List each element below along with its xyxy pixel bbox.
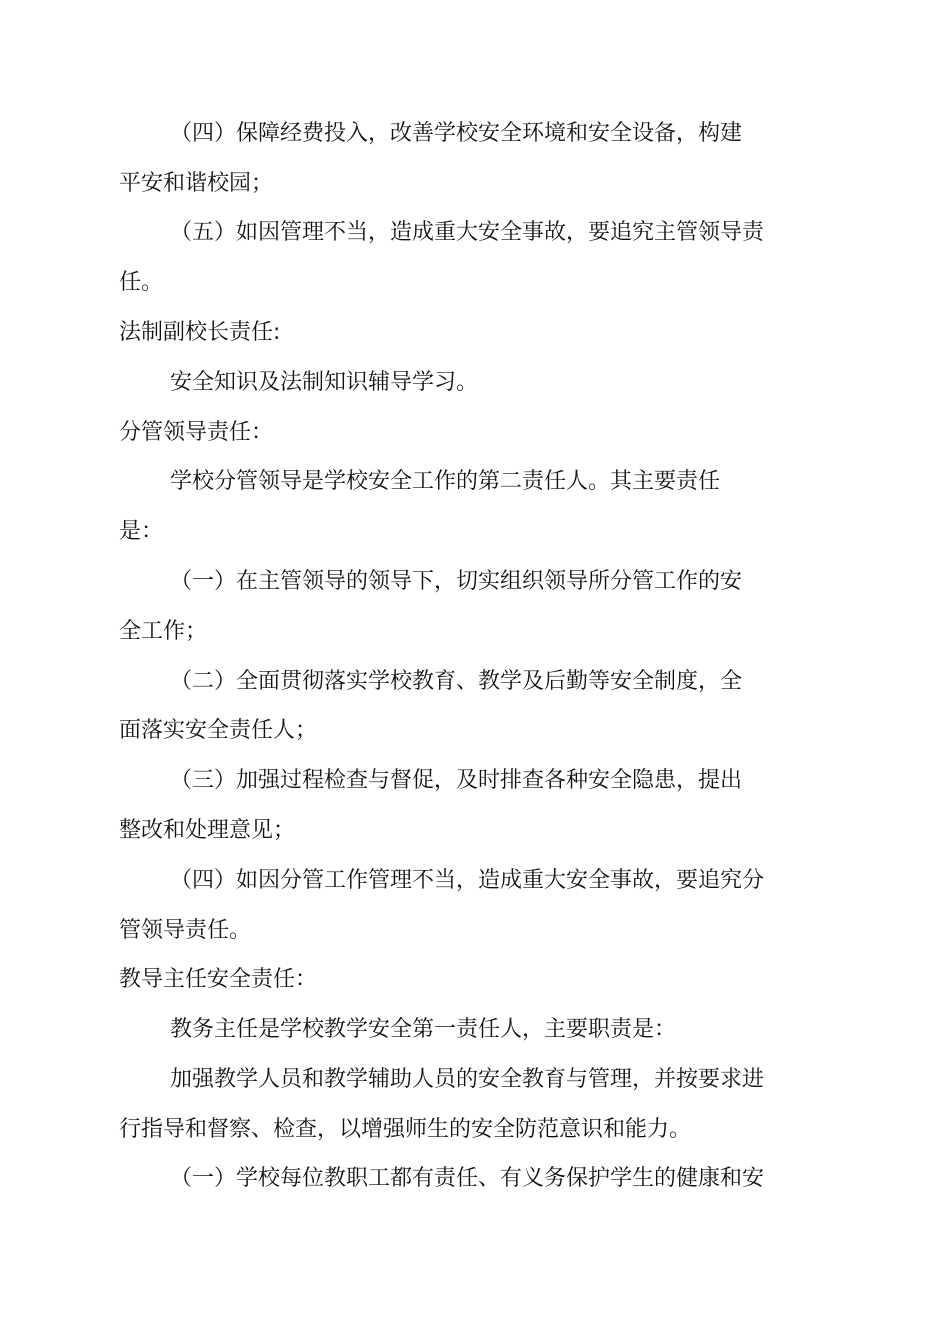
text-line: （四）保障经费投入，改善学校安全环境和安全设备，构建 — [170, 121, 743, 146]
text-line: 任。 — [119, 270, 164, 295]
text-line: （一）学校每位教职工都有责任、有义务保护学生的健康和安 — [170, 1166, 765, 1191]
text-line: （四）如因分管工作管理不当，造成重大安全事故，要追究分 — [170, 868, 765, 893]
text-line: 学校分管领导是学校安全工作的第二责任人。其主要责任 — [170, 469, 721, 494]
text-line: 管领导责任。 — [119, 918, 252, 943]
text-line: 整改和处理意见； — [119, 818, 296, 843]
section-heading: 分管领导责任： — [119, 420, 274, 445]
text-line: 安全知识及法制知识辅导学习。 — [170, 370, 479, 395]
text-line: 全工作； — [119, 619, 208, 644]
text-line: （一）在主管领导的领导下，切实组织领导所分管工作的安 — [170, 569, 743, 594]
section-heading: 法制副校长责任: — [119, 320, 281, 345]
text-line: 面落实安全责任人； — [119, 718, 318, 743]
text-line: 教务主任是学校教学安全第一责任人，主要职责是： — [170, 1017, 677, 1042]
text-line: 平安和谐校园； — [119, 171, 274, 196]
section-heading: 教导主任安全责任： — [119, 967, 318, 992]
text-line: 是： — [119, 519, 164, 544]
text-line: （五）如因管理不当，造成重大安全事故，要追究主管领导责 — [170, 220, 765, 245]
text-line: 加强教学人员和教学辅助人员的安全教育与管理，并按要求进 — [170, 1067, 765, 1092]
text-line: （二）全面贯彻落实学校教育、教学及后勤等安全制度，全 — [170, 669, 743, 694]
text-line: 行指导和督察、检查，以增强师生的安全防范意识和能力。 — [119, 1117, 692, 1142]
text-line: （三）加强过程检查与督促，及时排查各种安全隐患，提出 — [170, 768, 743, 793]
